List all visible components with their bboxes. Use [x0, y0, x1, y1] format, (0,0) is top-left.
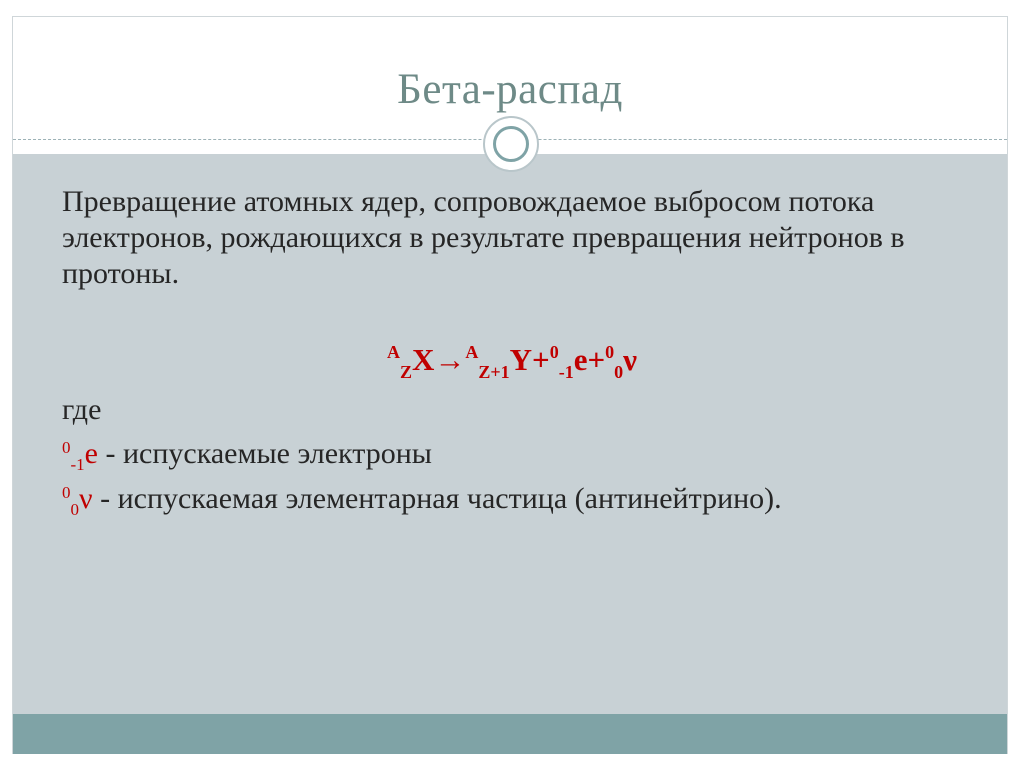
formula-arrow: → — [434, 342, 466, 377]
formula-daughter-nucleus: Y — [509, 342, 533, 377]
neutrino-description — [62, 481, 782, 517]
neutrino-symbol: ν — [79, 482, 93, 515]
formula-electron-charge: -1 — [558, 362, 574, 382]
formula-neutrino-charge: 0 — [614, 362, 624, 382]
formula-neutrino-mass: 0 — [605, 342, 615, 362]
electron-symbol: e — [84, 437, 98, 470]
formula-mass-number: A — [386, 342, 400, 362]
formula-plus: + — [587, 342, 606, 377]
formula-daughter-mass-number: A — [465, 342, 479, 362]
circle-ornament-inner — [493, 126, 529, 162]
formula-atomic-number: Z — [399, 362, 412, 382]
neutrino-description-text: - испускаемая элементарная частица (антинейтрино). — [92, 482, 782, 515]
neutrino-charge-sub: 0 — [70, 500, 79, 519]
electron-charge-sub: -1 — [70, 455, 85, 474]
neutrino-mass-sup: 0 — [62, 483, 71, 502]
formula-plus: + — [532, 342, 550, 377]
circle-ornament-icon — [483, 116, 539, 172]
footer-bar — [13, 714, 1007, 754]
definition-paragraph: Превращение атомных ядер, сопровождаемое выбросом потока электронов, рождающихся в результате превращения нейтронов в протоны. — [62, 185, 905, 290]
formula-neutrino: ν — [623, 342, 638, 377]
formula-parent-nucleus: X — [412, 342, 435, 377]
where-label: где — [62, 393, 102, 426]
electron-description — [62, 436, 432, 472]
electron-description-text: - испускаемые электроны — [98, 437, 432, 470]
formula-electron-mass: 0 — [549, 342, 559, 362]
formula-electron: e — [573, 342, 588, 377]
formula-daughter-atomic-number: Z+1 — [478, 362, 510, 382]
slide-title: Бета-распад — [397, 66, 623, 113]
beta-decay-formula — [0, 342, 1024, 382]
electron-mass-sup: 0 — [62, 438, 71, 457]
